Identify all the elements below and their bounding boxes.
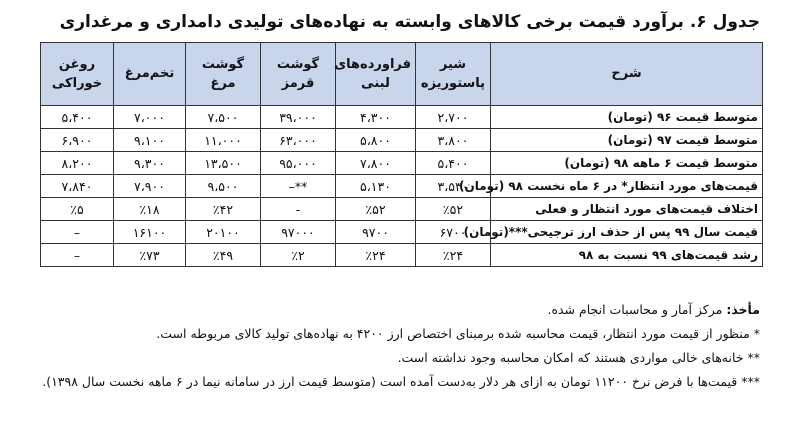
- row-label: قیمت‌های مورد انتظار* در ۶ ماه نخست ۹۸ (تومان): [491, 175, 763, 198]
- table-cell: ٪۷۳: [114, 244, 186, 267]
- table-title: جدول ۶. برآورد قیمت برخی کالاهای وابسته به نهاده‌های تولیدی دامداری و مرغداری: [59, 12, 760, 32]
- table-cell: ۱۳،۵۰۰: [186, 152, 261, 175]
- table-cell: ٪۲۴: [336, 244, 416, 267]
- table-cell: ۲،۷۰۰: [416, 106, 491, 129]
- source-label: مأخذ:: [726, 302, 760, 317]
- table-cell: ۳،۸۰۰: [416, 129, 491, 152]
- table-cell: ٪۱۸: [114, 198, 186, 221]
- row-label: متوسط قیمت ۶ ماهه ۹۸ (تومان): [491, 152, 763, 175]
- table-cell: ۹۵،۰۰۰: [261, 152, 336, 175]
- footnote-2: ** خانه‌های خالی مواردی هستند که امکان محاسبه وجود نداشته است.: [397, 350, 760, 365]
- header-pasteurized-milk: شیر پاستوریزه: [416, 43, 491, 106]
- table-cell: ۳،۵۳۰: [416, 175, 491, 198]
- table-row: [41, 152, 763, 175]
- footnote-3: *** قیمت‌ها با فرض نرخ ۱۱۲۰۰ تومان به ازای هر دلار به‌دست آمده است (متوسط قیمت ارز در سامانه نیما در ۶ ماهه نخست سال ۱۳۹۸).: [42, 374, 760, 389]
- table-cell: –: [41, 244, 114, 267]
- table-cell: ۴،۳۰۰: [336, 106, 416, 129]
- table-cell: –: [41, 221, 114, 244]
- table-cell: ۶۳،۰۰۰: [261, 129, 336, 152]
- table-notes: [38, 300, 760, 396]
- table-cell: ۷،۸۴۰: [41, 175, 114, 198]
- source-text: مرکز آمار و محاسبات انجام شده.: [547, 302, 727, 317]
- table-cell: **–: [261, 175, 336, 198]
- table-row: [41, 244, 763, 267]
- table-row: [41, 129, 763, 152]
- table-cell: ۸،۲۰۰: [41, 152, 114, 175]
- price-table: [40, 42, 763, 267]
- table-cell: ٪۲: [261, 244, 336, 267]
- table-cell: ۷،۸۰۰: [336, 152, 416, 175]
- table-cell: ۱۶۱۰۰: [114, 221, 186, 244]
- table-cell: -: [261, 198, 336, 221]
- table-cell: ٪۵۲: [416, 198, 491, 221]
- header-chicken-meat: گوشت مرغ: [186, 43, 261, 106]
- table-cell: ۷،۰۰۰: [114, 106, 186, 129]
- table-cell: ۹۷۰۰: [336, 221, 416, 244]
- table-cell: ۷،۵۰۰: [186, 106, 261, 129]
- table-row: [41, 221, 763, 244]
- table-cell: ۲۰۱۰۰: [186, 221, 261, 244]
- table-header-row: [41, 43, 763, 106]
- table-cell: ٪۴۹: [186, 244, 261, 267]
- table-cell: ۳۹،۰۰۰: [261, 106, 336, 129]
- table-cell: ۵،۸۰۰: [336, 129, 416, 152]
- row-label: متوسط قیمت ۹۷ (تومان): [491, 129, 763, 152]
- table-cell: ٪۲۴: [416, 244, 491, 267]
- table-cell: ۶،۹۰۰: [41, 129, 114, 152]
- header-red-meat: گوشت قرمز: [261, 43, 336, 106]
- table-cell: ۹،۵۰۰: [186, 175, 261, 198]
- source-note: [38, 300, 760, 320]
- header-eggs: تخم‌مرغ: [114, 43, 186, 106]
- table-row: [41, 175, 763, 198]
- table-cell: ۷،۹۰۰: [114, 175, 186, 198]
- header-edible-oil: روغن خوراکی: [41, 43, 114, 106]
- table-row: [41, 106, 763, 129]
- table-row: [41, 198, 763, 221]
- row-label: اختلاف قیمت‌های مورد انتظار و فعلی: [491, 198, 763, 221]
- table-cell: ٪۵: [41, 198, 114, 221]
- table-cell: ۵،۴۰۰: [41, 106, 114, 129]
- table-cell: ۹،۱۰۰: [114, 129, 186, 152]
- table-cell: ۶۷۰۰: [416, 221, 491, 244]
- table-cell: ۵،۴۰۰: [416, 152, 491, 175]
- table-cell: ٪۵۲: [336, 198, 416, 221]
- row-label: متوسط قیمت ۹۶ (تومان): [491, 106, 763, 129]
- table-cell: ٪۴۲: [186, 198, 261, 221]
- table-cell: ۹،۳۰۰: [114, 152, 186, 175]
- row-label: قیمت سال ۹۹ پس از حذف ارز ترجیحی***(تومان): [491, 221, 763, 244]
- table-cell: ۵،۱۳۰: [336, 175, 416, 198]
- header-description: شرح: [491, 43, 763, 106]
- footnote-1: * منظور از قیمت مورد انتظار، قیمت محاسبه شده برمبنای اختصاص ارز ۴۲۰۰ به نهاده‌های تولید کالای مربوطه است.: [156, 326, 760, 341]
- table-cell: ۹۷۰۰۰: [261, 221, 336, 244]
- table-cell: ۱۱،۰۰۰: [186, 129, 261, 152]
- header-dairy-products: فراورده‌های لبنی: [336, 43, 416, 106]
- row-label: رشد قیمت‌های ۹۹ نسبت به ۹۸: [491, 244, 763, 267]
